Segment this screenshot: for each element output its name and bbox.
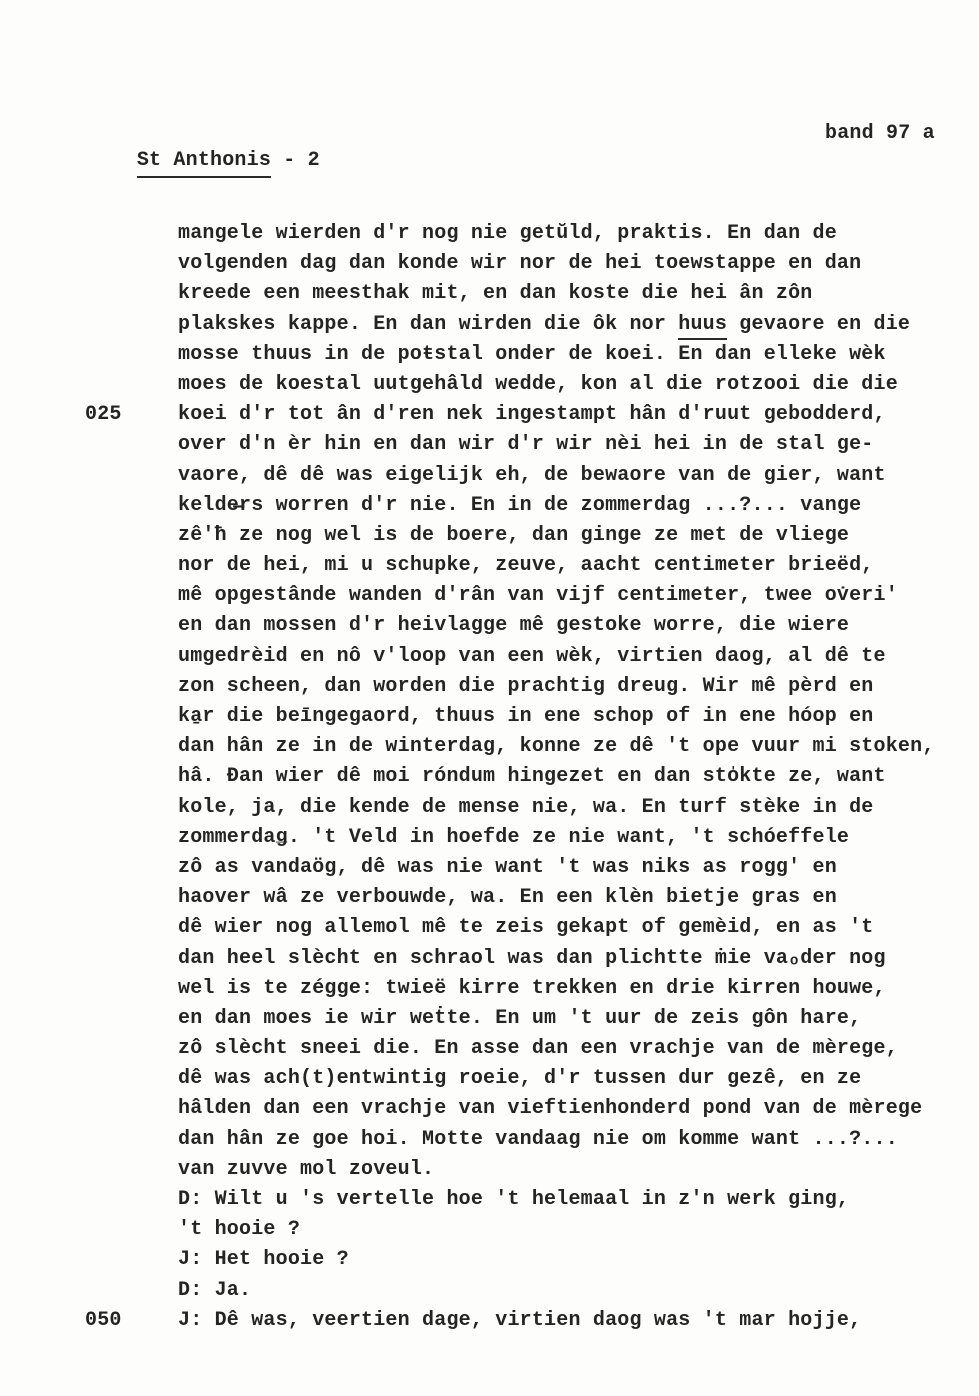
text-line: dê wier nog allemol mê te zeis gekapt of gemèid, en as 't [178,916,874,940]
text-line: D: Wilt u 's vertelle hoe 't helemaal in z'n werk ging, [178,1188,850,1211]
document-title-underlined: St Anthonis [137,149,271,178]
band-label: band 97 a [825,122,935,145]
text-line: zô as vandaög, dê was nie want 't was niks as rogg' en [178,855,837,879]
text-line: mê opgestânde wanden d'rân van vijf centimeter, twee ov̇eri' [178,584,898,608]
text-line: dan hân ze goe hoi. Motte vandaag nie om komme want ...?... [178,1127,898,1151]
document-title [88,126,320,195]
text-line: umgedrèid en nô v'loop van een wèk, virtien daog, al dê te [178,644,886,668]
text-line: van zuvve mol zoveul. [178,1157,435,1181]
document-title-suffix: - 2 [271,149,320,172]
text-line: 't hooie ? [178,1218,301,1242]
text-line: zô slècht sneei die. En asse dan een vrachje van de mèrege, [178,1037,898,1061]
text-line: hâlden dan een vrachje van vieftienhonderd pond van de mèrege [178,1097,923,1121]
text-line: mosse thuus in de poŧstal onder de koei. En dan elleke wèk [178,342,886,366]
text-line: kreede een meesthak mit, en dan koste die hei ân zôn [178,282,813,306]
text-line: en dan moes ie wir weṫte. En um 't uur de zeis gôn hare, [178,1006,862,1030]
line-number: 025 [85,403,122,427]
text-line: 050 J: Dê was, veertien dage, virtien daog was 't mar hojje, [85,1308,862,1332]
text-line: moes de koestal uutgehâld wedde, kon al die rotzooi die die [178,372,898,396]
text-line: dan heel slècht en schraol was dan plichtte ṁie vaₒder nog [178,946,886,970]
text-line: kole, ja, die kende de mense nie, wa. En turf stèke in de [178,795,874,819]
line-number: 050 [85,1308,122,1332]
text-line: over d'n èr hin en dan wir d'r wir nèi hei in de stal ge- [178,433,874,457]
text-line: wel is te zégge: twieë kirre trekken en drie kirren houwe, [178,976,886,1000]
text-line: J: Het hooie ? [178,1248,349,1272]
text-line: zê'ħ ze nog wel is de boere, dan ginge ze met de vliege [178,523,850,547]
text-line: zommerdaǥ. 't Veld in hoefde ze nie want, 't schóeffele [178,825,850,849]
text-line: hâ. Ðan wier dê moi róndum hingezet en dan sto̍kte ze, want [178,765,886,789]
text-line: haover wâ ze verbouwde, wa. En een klèn bietje gras en [178,886,837,910]
text-line: ka̱r die beīngegaord, thuus in ene schop of in ene hóop en [178,705,874,728]
text-line: D: Ja. [178,1278,252,1302]
text-line: dan hân ze in de winterdag, konne ze dê 't ope vuur mi stoken, [178,735,935,759]
underlined-word: huus [678,313,727,340]
text-line: volgenden dag dan konde wir nor de hei toewstappe en dan [178,252,862,276]
text-line: en dan mossen d'r heivlagge mê gestoke worre, die wiere [178,614,850,638]
body-text [85,222,968,1339]
text-line: mangele wierden d'r nog nie getŭld, praktis. En dan de [178,222,837,245]
text-line: dê was ach(t)entwintig roeie, d'r tussen dur gezê, en ze [178,1067,862,1091]
text-line: kelde̶rs worren d'r nie. En in de zommerdag ...?... vange [178,493,862,517]
text-line: 025 koei d'r tot ân d'ren nek ingestampt hân d'ruut gebodderd, [85,403,886,427]
text-line: zon scheen, dan worden die prachtig dreug. Wir mê pèrd en [178,674,874,698]
text-line: nor de hei, mi u schupke, zeuve, aacht centimeter brieëd, [178,554,874,578]
text-line: plakskes kappe. En dan wirden die ôk nor huus gevaore en die [178,313,968,343]
text-line: vaore, dê dê was eigelijk eh, de bewaore van de gier, want [178,463,886,487]
